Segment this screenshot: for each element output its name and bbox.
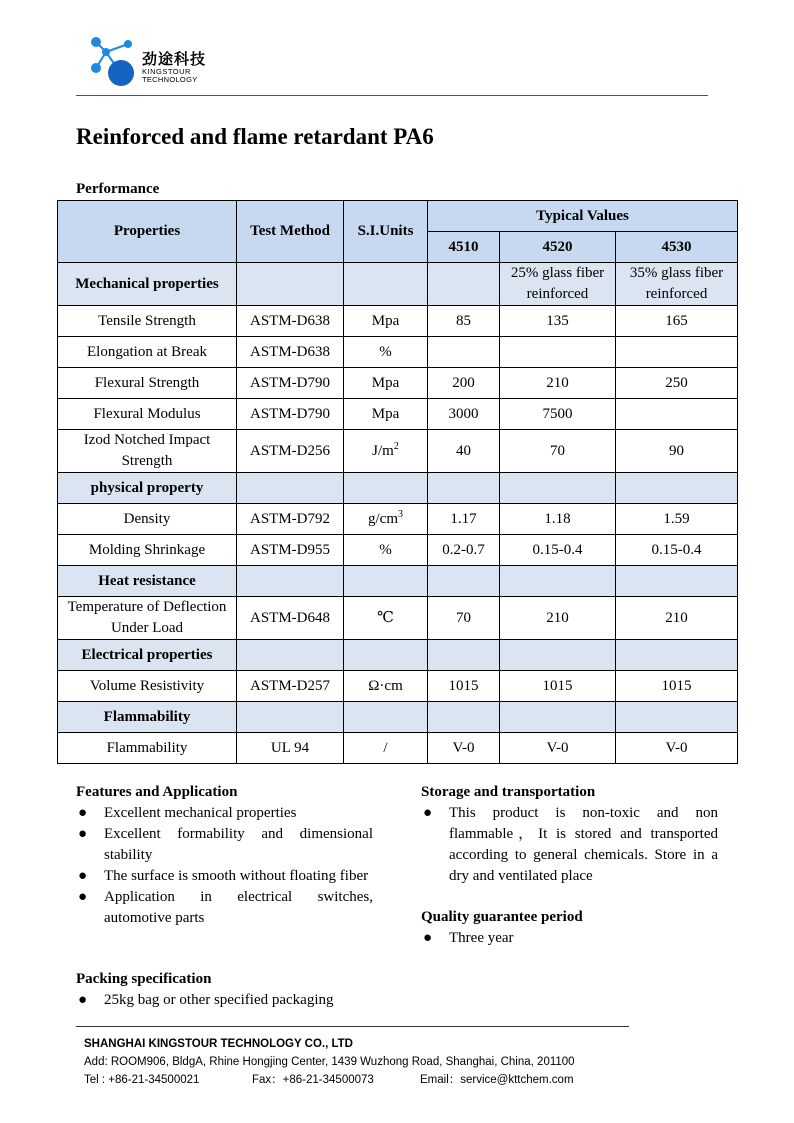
property-name: Flexural Modulus: [58, 399, 237, 430]
properties-table: [57, 200, 738, 764]
features-section: [76, 782, 373, 929]
logo-english-line2: TECHNOLOGY: [142, 75, 198, 84]
property-name: Tensile Strength: [58, 306, 237, 337]
section-row: [58, 263, 738, 306]
table-row: [58, 399, 738, 430]
footer: [84, 1035, 575, 1089]
test-method: ASTM-D790: [237, 399, 344, 430]
list-item: ● This product is non-toxic and non flammable，It is stored and transported according to general chemicals. Store in a dry and ventilated place: [423, 805, 718, 884]
storage-heading: Storage and transportation: [421, 784, 596, 800]
property-name: Volume Resistivity: [58, 671, 237, 702]
value: 40: [428, 430, 500, 473]
footer-email: Email：service@kttchem.com: [420, 1074, 574, 1086]
quality-list: [421, 928, 718, 949]
logo-chinese-name: 劲途科技: [142, 50, 207, 68]
value: 1015: [616, 671, 738, 702]
header-units: S.I.Units: [344, 201, 428, 263]
value: 135: [500, 306, 616, 337]
value: V-0: [500, 733, 616, 764]
value: 1.59: [616, 504, 738, 535]
unit: Ω·cm: [344, 671, 428, 702]
test-method: ASTM-D792: [237, 504, 344, 535]
section-name: physical property: [58, 473, 237, 504]
list-item: ● Application in electrical switches, automotive parts: [78, 889, 373, 926]
table-row: [58, 430, 738, 473]
property-name: Temperature of Deflection Under Load: [58, 597, 237, 640]
table-row: [58, 671, 738, 702]
footer-divider: [76, 1026, 629, 1027]
bullet-icon: ●: [78, 992, 88, 1008]
test-method: ASTM-D648: [237, 597, 344, 640]
quality-heading: Quality guarantee period: [421, 909, 583, 925]
header-grade: 4510: [428, 232, 500, 263]
unit: ℃: [344, 597, 428, 640]
packing-section: [76, 969, 476, 1011]
bullet-icon: ●: [78, 826, 88, 842]
footer-contact: [84, 1071, 575, 1089]
value: 210: [616, 597, 738, 640]
list-item: ● Three year: [421, 928, 718, 949]
property-name: Molding Shrinkage: [58, 535, 237, 566]
header-test-method: Test Method: [237, 201, 344, 263]
property-name: Density: [58, 504, 237, 535]
property-name: Elongation at Break: [58, 337, 237, 368]
value: 0.15-0.4: [500, 535, 616, 566]
value: V-0: [616, 733, 738, 764]
property-name: Flexural Strength: [58, 368, 237, 399]
value: 70: [428, 597, 500, 640]
features-list: [76, 803, 373, 929]
value: 3000: [428, 399, 500, 430]
storage-section: [421, 782, 718, 887]
table-row: [58, 368, 738, 399]
test-method: ASTM-D256: [237, 430, 344, 473]
test-method: ASTM-D790: [237, 368, 344, 399]
unit: %: [344, 535, 428, 566]
table-row: [58, 504, 738, 535]
value: 0.2-0.7: [428, 535, 500, 566]
value: 250: [616, 368, 738, 399]
table-row: [58, 337, 738, 368]
section-name: Heat resistance: [58, 566, 237, 597]
value: 210: [500, 368, 616, 399]
performance-label: Performance: [76, 181, 160, 197]
logo-english-line1: KINGSTOUR: [142, 67, 191, 76]
table-row: [58, 535, 738, 566]
grade-note: 35% glass fiber reinforced: [616, 263, 738, 306]
header-typical-values: Typical Values: [428, 201, 738, 232]
value: [616, 399, 738, 430]
grade-note: 25% glass fiber reinforced: [500, 263, 616, 306]
unit: /: [344, 733, 428, 764]
value: V-0: [428, 733, 500, 764]
bullet-icon: ●: [423, 930, 433, 946]
value: [616, 337, 738, 368]
value: 200: [428, 368, 500, 399]
value: 1015: [428, 671, 500, 702]
value: 165: [616, 306, 738, 337]
value: 90: [616, 430, 738, 473]
value: [428, 337, 500, 368]
unit: Mpa: [344, 306, 428, 337]
packing-heading: Packing specification: [76, 971, 212, 987]
features-heading: Features and Application: [76, 784, 238, 800]
unit: %: [344, 337, 428, 368]
value: 1.17: [428, 504, 500, 535]
footer-tel: Tel : +86-21-34500021: [84, 1074, 200, 1086]
header-properties: Properties: [58, 201, 237, 263]
quality-section: [421, 907, 718, 949]
storage-list: [421, 803, 718, 887]
bullet-icon: ●: [78, 868, 88, 884]
unit: $g/cm^3$: [344, 504, 428, 535]
property-name: Izod Notched Impact Strength: [58, 430, 237, 473]
list-item: ● Excellent mechanical properties: [76, 803, 373, 824]
test-method: ASTM-D955: [237, 535, 344, 566]
value: 210: [500, 597, 616, 640]
table-row: [58, 306, 738, 337]
header-grade: 4530: [616, 232, 738, 263]
value: 1015: [500, 671, 616, 702]
section-row: [58, 566, 738, 597]
section-row: [58, 473, 738, 504]
value: 70: [500, 430, 616, 473]
packing-list: [76, 990, 476, 1011]
list-item: ● 25kg bag or other specified packaging: [76, 990, 476, 1011]
bullet-icon: ●: [423, 805, 433, 821]
value: 85: [428, 306, 500, 337]
section-row: [58, 702, 738, 733]
value: 7500: [500, 399, 616, 430]
section-row: [58, 640, 738, 671]
value: 1.18: [500, 504, 616, 535]
header-divider: [76, 95, 708, 96]
bullet-icon: ●: [78, 889, 88, 905]
table-row: [58, 597, 738, 640]
unit: Mpa: [344, 368, 428, 399]
header-grade: 4520: [500, 232, 616, 263]
value: 0.15-0.4: [616, 535, 738, 566]
test-method: ASTM-D638: [237, 306, 344, 337]
test-method: ASTM-D257: [237, 671, 344, 702]
page-title: Reinforced and flame retardant PA6: [76, 124, 434, 149]
footer-address: Add: ROOM906, BldgA, Rhine Hongjing Center, 1439 Wuzhong Road, Shanghai, China, 201100: [84, 1056, 575, 1068]
footer-fax: Fax：+86-21-34500073: [252, 1074, 374, 1086]
list-item: ● Excellent formability and dimensional stability: [78, 826, 373, 863]
footer-company: SHANGHAI KINGSTOUR TECHNOLOGY CO., LTD: [84, 1038, 353, 1050]
section-name: Flammability: [58, 702, 237, 733]
list-item: ● The surface is smooth without floating fiber: [76, 866, 373, 887]
section-name: Mechanical properties: [58, 263, 237, 306]
table-row: [58, 733, 738, 764]
property-name: Flammability: [58, 733, 237, 764]
value: [500, 337, 616, 368]
section-name: Electrical properties: [58, 640, 237, 671]
test-method: ASTM-D638: [237, 337, 344, 368]
unit: $J/m^2$: [344, 430, 428, 473]
unit: Mpa: [344, 399, 428, 430]
test-method: UL 94: [237, 733, 344, 764]
bullet-icon: ●: [78, 805, 88, 821]
grade-note: [428, 263, 500, 306]
